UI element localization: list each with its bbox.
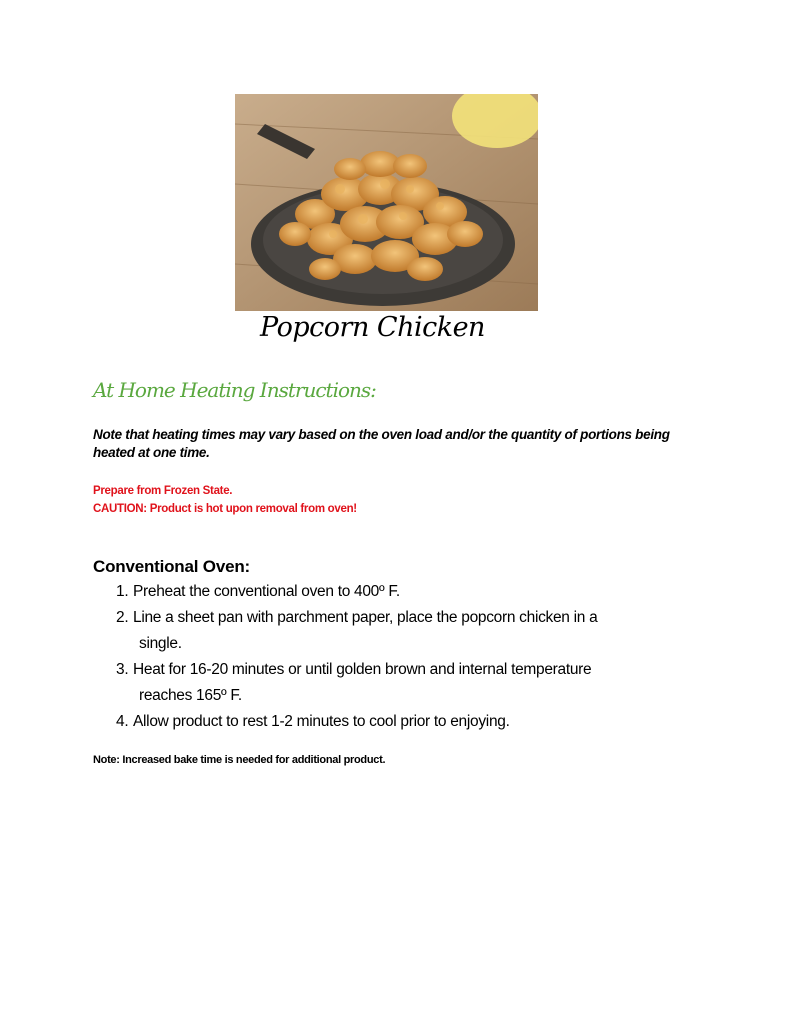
- step-text: Allow product to rest 1-2 minutes to cool prior to enjoying.: [133, 713, 510, 730]
- page-title: Popcorn Chicken: [260, 312, 485, 343]
- caution-warning: CAUTION: Product is hot upon removal from oven!: [93, 503, 357, 515]
- food-illustration: [235, 94, 538, 311]
- steps-list: [93, 579, 693, 735]
- heating-note: Note that heating times may vary based on the oven load and/or the quantity of portions being heated at one time.: [93, 427, 670, 460]
- step-text: Line a sheet pan with parchment paper, place the popcorn chicken in a: [133, 609, 598, 626]
- step-text: Heat for 16-20 minutes or until golden brown and internal temperature: [133, 661, 592, 678]
- prepare-warning: Prepare from Frozen State.: [93, 485, 233, 497]
- step-item: [93, 579, 693, 605]
- step-text: Preheat the conventional oven to 400º F.: [133, 583, 400, 600]
- instructions-heading: At Home Heating Instructions:: [93, 378, 376, 402]
- step-text-continued: single.: [139, 635, 182, 652]
- step-text-continued: reaches 165º F.: [139, 687, 242, 704]
- step-number: 2.: [116, 609, 129, 626]
- step-number: 4.: [116, 713, 129, 730]
- step-item: [93, 605, 693, 657]
- bake-time-note: Note: Increased bake time is needed for additional product.: [93, 754, 386, 766]
- step-number: 1.: [116, 583, 129, 600]
- popcorn-chicken-photo: [235, 94, 538, 311]
- step-item: [93, 657, 693, 709]
- conventional-oven-heading: Conventional Oven:: [93, 557, 250, 576]
- step-item: [93, 709, 693, 735]
- step-number: 3.: [116, 661, 129, 678]
